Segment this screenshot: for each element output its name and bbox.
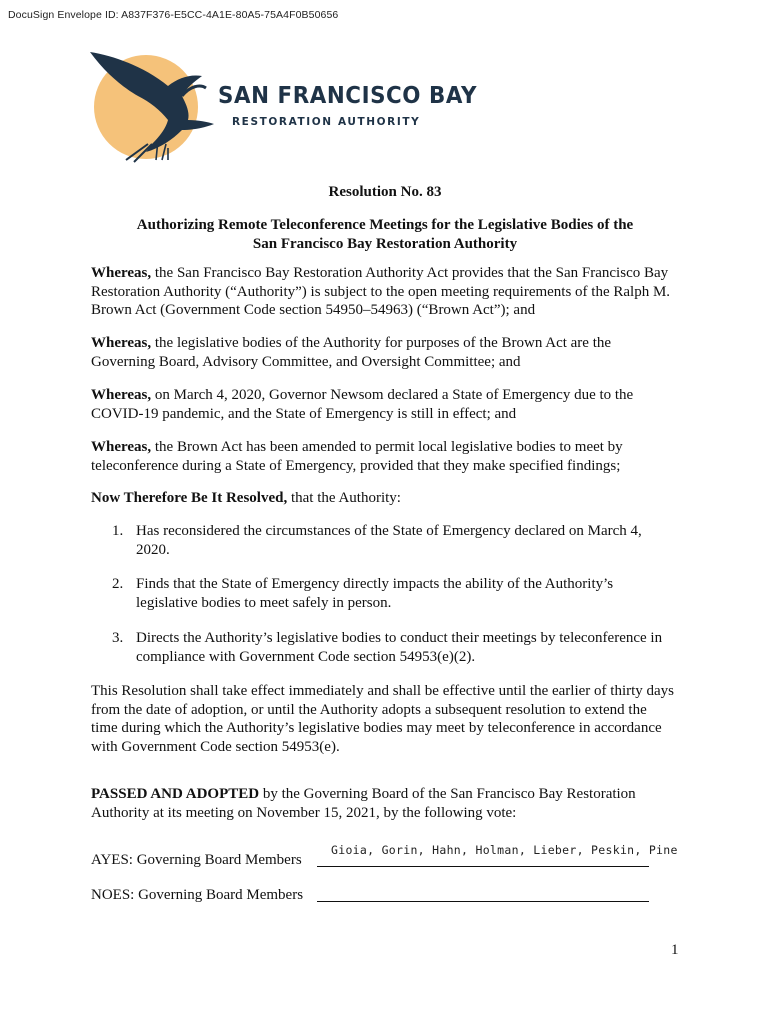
resolution-number: Resolution No. 83 xyxy=(328,184,442,200)
whereas-text: Restoration Authority (“Authority”) is subject to the open meeting requirements of the Ralph M. xyxy=(91,283,671,300)
whereas-text: teleconference during a State of Emergency, provided that they make specified findings; xyxy=(91,457,621,474)
ayes-label: AYES: Governing Board Members xyxy=(91,852,302,868)
list-number: 2. xyxy=(112,576,124,592)
whereas-paragraph-1 xyxy=(91,264,691,320)
passed-text: by the Governing Board of the San Francisco Bay Restoration xyxy=(262,786,636,802)
passed-text: Authority at its meeting on November 15, 2021, by the following vote: xyxy=(91,804,517,821)
whereas-text: the legislative bodies of the Authority for purposes of the Brown Act are the xyxy=(154,335,612,351)
whereas-lead: Whereas, xyxy=(91,387,152,403)
list-text: Directs the Authority’s legislative bodies to conduct their meetings by teleconference in xyxy=(136,630,663,646)
resolution-title-line1: Authorizing Remote Teleconference Meetings for the Legislative Bodies of the xyxy=(136,217,634,233)
resolution-title-line2: San Francisco Bay Restoration Authority xyxy=(252,236,518,252)
whereas-lead: Whereas, xyxy=(91,335,152,351)
logo-name: SAN FRANCISCO BAY xyxy=(218,83,478,109)
list-number: 3. xyxy=(112,630,124,646)
whereas-text: COVID-19 pandemic, and the State of Emergency is still in effect; and xyxy=(91,405,517,422)
list-text: legislative bodies to meet safely in person. xyxy=(136,594,392,611)
effect-line: from the date of adoption, or until the Authority adopts a subsequent resolution to extend the xyxy=(91,701,647,718)
resolved-text: that the Authority: xyxy=(290,490,401,506)
whereas-lead: Whereas, xyxy=(91,439,152,455)
effect-line: with Government Code section 54953(e). xyxy=(91,738,340,755)
whereas-text: the San Francisco Bay Restoration Authority Act provides that the San Francisco Bay xyxy=(154,265,669,281)
resolved-paragraph xyxy=(91,489,691,508)
whereas-text: Governing Board, Advisory Committee, and Oversight Committee; and xyxy=(91,353,521,370)
effect-paragraph xyxy=(91,682,691,756)
list-number: 1. xyxy=(112,523,124,539)
docusign-envelope-id: DocuSign Envelope ID: A837F376-E5CC-4A1E-80A5-75A4F0B50656 xyxy=(8,9,339,21)
passed-lead: PASSED AND ADOPTED xyxy=(91,786,260,802)
ayes-signature-line xyxy=(317,866,649,867)
logo-subtitle: RESTORATION AUTHORITY xyxy=(232,116,421,128)
whereas-lead: Whereas, xyxy=(91,265,152,281)
page-number: 1 xyxy=(671,942,679,958)
effect-line: time during which the Authority’s legislative bodies may meet by teleconference in accordance xyxy=(91,720,662,736)
list-item-1 xyxy=(112,522,677,559)
list-text: Has reconsidered the circumstances of the State of Emergency declared on March 4, xyxy=(136,523,642,539)
whereas-text: on March 4, 2020, Governor Newsom declared a State of Emergency due to the xyxy=(154,387,634,403)
whereas-text: the Brown Act has been amended to permit local legislative bodies to meet by xyxy=(154,439,623,455)
ayes-names: Gioia, Gorin, Hahn, Holman, Lieber, Peskin, Pine xyxy=(331,843,678,857)
whereas-paragraph-4 xyxy=(91,438,691,475)
list-text: Finds that the State of Emergency directly impacts the ability of the Authority’s xyxy=(136,576,614,592)
whereas-text: Brown Act (Government Code section 54950–54963) (“Brown Act”); and xyxy=(91,302,536,318)
whereas-paragraph-2 xyxy=(91,334,691,371)
whereas-paragraph-3 xyxy=(91,386,691,423)
list-item-3 xyxy=(112,629,677,666)
list-text: 2020. xyxy=(136,541,170,558)
passed-paragraph xyxy=(91,785,691,822)
resolved-lead: Now Therefore Be It Resolved, xyxy=(91,490,288,506)
effect-line: This Resolution shall take effect immediately and shall be effective until the earlier of thirty days xyxy=(91,683,675,699)
list-item-2 xyxy=(112,575,677,612)
noes-label: NOES: Governing Board Members xyxy=(91,887,304,903)
noes-signature-line xyxy=(317,901,649,902)
list-text: compliance with Government Code section 54953(e)(2). xyxy=(136,648,476,665)
